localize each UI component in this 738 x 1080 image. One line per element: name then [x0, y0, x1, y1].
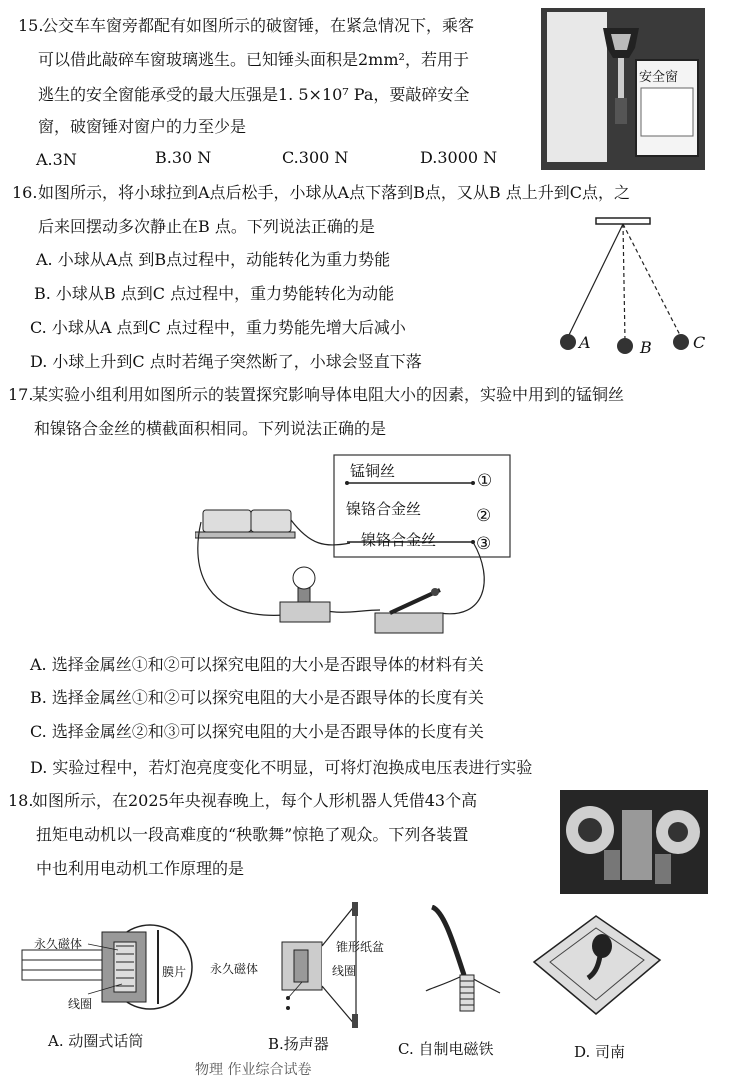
robot-dance-photo: [560, 790, 708, 894]
q17-number: 17.: [8, 385, 34, 404]
speaker-cone-label: 锥形纸盆: [336, 940, 385, 954]
wire-1-label: 锰铜丝: [350, 462, 396, 480]
q15-option-a: A.3N: [36, 150, 77, 169]
q18-line-3: 中也利用电动机工作原理的是: [36, 859, 245, 878]
q15-option-d: D.3000 N: [420, 148, 498, 167]
hammer-illustration: [541, 8, 705, 170]
q16-line-1: 如图所示，将小球拉到A点后松手，小球从A点下落到B点，又从B 点上升到C点，之: [38, 183, 630, 202]
wire-3-number: ③: [476, 534, 492, 554]
q17-option-a: A. 选择金属丝①和②可以探究电阻的大小是否跟导体的材料有关: [30, 655, 484, 674]
sinan-figure: [526, 910, 666, 1020]
q17-line-1: 某实验小组利用如图所示的装置探究影响导体电阻大小的因素，实验中用到的锰铜丝: [32, 385, 625, 404]
q15-option-c: C.300 N: [282, 148, 349, 167]
pendulum-figure: [550, 215, 710, 365]
page-footer: 物理 作业综合试卷: [195, 1062, 312, 1078]
caption-a: A. 动圈式话筒: [48, 1032, 144, 1050]
wire-1-number: ①: [477, 471, 493, 491]
q16-option-c: C. 小球从A 点到C 点过程中，重力势能先增大后减小: [30, 318, 406, 337]
wire-3-label: 镍铬合金丝: [361, 531, 437, 549]
q15-hammer-photo: [541, 8, 705, 170]
q15-line-4: 窗，破窗锤对窗户的力至少是: [38, 117, 247, 136]
q16-line-2: 后来回摆动多次静止在B 点。下列说法正确的是: [38, 217, 375, 236]
mic-coil-label: 线圈: [68, 997, 93, 1011]
q18-line-1: 如图所示，在2025年央视春晚上，每个人形机器人凭借43个高: [32, 791, 478, 810]
wire-2-number: ②: [476, 506, 492, 526]
q15-line-3: 逃生的安全窗能承受的最大压强是1. 5×10⁷ Pa，要敲碎安全: [38, 85, 470, 104]
wire-2-label: 镍铬合金丝: [346, 500, 422, 518]
caption-b: B.扬声器: [268, 1035, 329, 1053]
pendulum-label-b: B: [640, 338, 652, 357]
q15-option-b: B.30 N: [155, 148, 212, 167]
caption-d: D. 司南: [574, 1043, 626, 1061]
q17-option-c: C. 选择金属丝②和③可以探究电阻的大小是否跟导体的长度有关: [30, 722, 484, 741]
speaker-coil-label: 线圈: [332, 964, 357, 978]
speaker-magnet-label: 永久磁体: [210, 962, 259, 976]
q16-option-b: B. 小球从B 点到C 点过程中，重力势能转化为动能: [34, 284, 395, 303]
mic-magnet-label: 永久磁体: [34, 937, 83, 951]
q15-line-2: 可以借此敲碎车窗玻璃逃生。已知锤头面积是2mm²，若用于: [38, 50, 469, 69]
q15-photo-label: 安全窗: [639, 70, 679, 85]
q18-number: 18.: [8, 791, 34, 810]
pendulum-label-a: A: [579, 333, 591, 352]
q16-number: 16.: [12, 183, 38, 202]
q15-line-1: 公交车车窗旁都配有如图所示的破窗锤，在紧急情况下，乘客: [42, 16, 475, 35]
mic-diaphragm-label: 膜片: [162, 965, 187, 979]
q17-line-2: 和镍铬合金丝的横截面积相同。下列说法正确的是: [34, 419, 387, 438]
q16-option-a: A. 小球从A点 到B点过程中，动能转化为重力势能: [36, 250, 391, 269]
q17-option-b: B. 选择金属丝①和②可以探究电阻的大小是否跟导体的长度有关: [30, 688, 484, 707]
q16-option-d: D. 小球上升到C 点时若绳子突然断了，小球会竖直下落: [30, 352, 422, 371]
caption-c: C. 自制电磁铁: [398, 1040, 494, 1058]
pendulum-label-c: C: [693, 333, 706, 352]
q18-line-2: 扭矩电动机以一段高难度的“秧歌舞”惊艳了观众。下列各装置: [36, 825, 469, 844]
q15-number: 15.: [18, 16, 44, 35]
q17-option-d: D. 实验过程中，若灯泡亮度变化不明显，可将灯泡换成电压表进行实验: [30, 758, 533, 777]
electromagnet-figure: [424, 905, 504, 1020]
